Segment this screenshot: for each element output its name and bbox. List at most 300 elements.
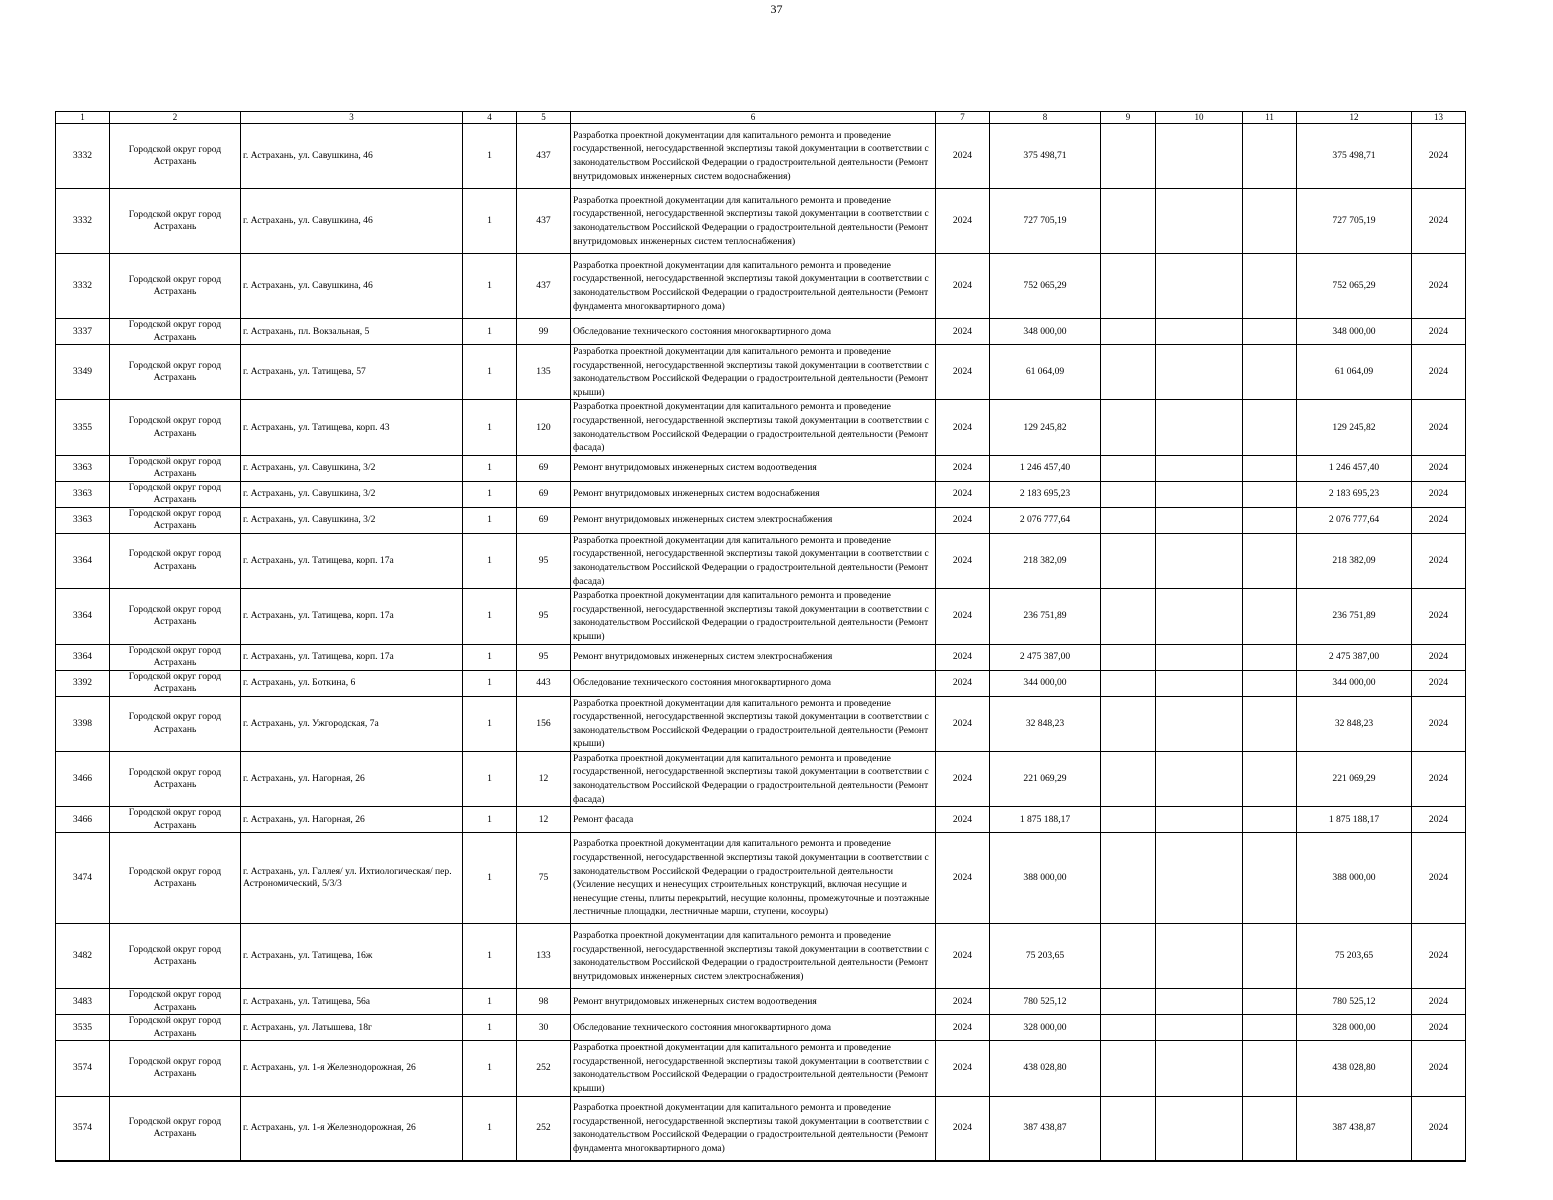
column-header: 7 <box>936 112 990 124</box>
col5-cell: 120 <box>517 400 571 455</box>
address-cell: г. Астрахань, ул. Савушкина, 3/2 <box>241 481 463 507</box>
col4-cell: 1 <box>463 507 517 533</box>
total-cost-cell: 32 848,23 <box>990 696 1101 751</box>
col10-cell <box>1156 481 1243 507</box>
year-cell: 2024 <box>936 533 990 588</box>
address-cell: г. Астрахань, ул. Татищева, корп. 43 <box>241 400 463 455</box>
col11-cell <box>1243 1096 1297 1161</box>
work-type-cell: Ремонт фасада <box>571 807 936 833</box>
row-number-cell: 3363 <box>56 481 110 507</box>
work-type-cell: Разработка проектной документации для капитального ремонта и проведение государственной, негосударственной экспертизы такой документации в соответствии с законодательством Российской Федерации о градостроительной деятельности (Ремонт фасада) <box>571 533 936 588</box>
table-row <box>56 833 1466 924</box>
address-cell: г. Астрахань, ул. Савушкина, 3/2 <box>241 507 463 533</box>
municipality-cell: Городской округ город Астрахань <box>110 751 241 806</box>
col13-year-cell: 2024 <box>1412 751 1466 806</box>
column-header: 1 <box>56 112 110 124</box>
col9-cell <box>1101 807 1156 833</box>
total-cost-cell: 2 183 695,23 <box>990 481 1101 507</box>
row-number-cell: 3349 <box>56 345 110 400</box>
col11-cell <box>1243 124 1297 189</box>
col5-cell: 252 <box>517 1096 571 1161</box>
address-cell: г. Астрахань, ул. Татищева, корп. 17а <box>241 533 463 588</box>
column-header: 6 <box>571 112 936 124</box>
row-number-cell: 3574 <box>56 1041 110 1096</box>
col10-cell <box>1156 533 1243 588</box>
col12-cost-cell: 221 069,29 <box>1297 751 1412 806</box>
row-number-cell: 3474 <box>56 833 110 924</box>
work-type-cell: Обследование технического состояния многоквартирного дома <box>571 670 936 696</box>
municipality-cell: Городской округ город Астрахань <box>110 924 241 989</box>
total-cost-cell: 780 525,12 <box>990 989 1101 1015</box>
col11-cell <box>1243 319 1297 345</box>
col11-cell <box>1243 644 1297 670</box>
table-row <box>56 589 1466 644</box>
col11-cell <box>1243 807 1297 833</box>
col9-cell <box>1101 670 1156 696</box>
work-type-cell: Разработка проектной документации для капитального ремонта и проведение государственной, негосударственной экспертизы такой документации в соответствии с законодательством Российской Федерации о градостроительной деятельности (Ремонт крыши) <box>571 1041 936 1096</box>
row-number-cell: 3332 <box>56 189 110 254</box>
year-cell: 2024 <box>936 644 990 670</box>
work-type-cell: Разработка проектной документации для капитального ремонта и проведение государственной, негосударственной экспертизы такой документации в соответствии с законодательством Российской Федерации о градостроительной деятельности (Ремонт фундамента многоквартирного дома) <box>571 254 936 319</box>
total-cost-cell: 387 438,87 <box>990 1096 1101 1161</box>
col10-cell <box>1156 696 1243 751</box>
col11-cell <box>1243 507 1297 533</box>
col4-cell: 1 <box>463 319 517 345</box>
col11-cell <box>1243 189 1297 254</box>
col4-cell: 1 <box>463 345 517 400</box>
year-cell: 2024 <box>936 455 990 481</box>
col13-year-cell: 2024 <box>1412 1041 1466 1096</box>
work-type-cell: Ремонт внутридомовых инженерных систем электроснабжения <box>571 507 936 533</box>
municipality-cell: Городской округ город Астрахань <box>110 1041 241 1096</box>
col9-cell <box>1101 124 1156 189</box>
year-cell: 2024 <box>936 507 990 533</box>
row-number-cell: 3364 <box>56 533 110 588</box>
table-row <box>56 696 1466 751</box>
col10-cell <box>1156 751 1243 806</box>
municipality-cell: Городской округ город Астрахань <box>110 481 241 507</box>
year-cell: 2024 <box>936 345 990 400</box>
total-cost-cell: 221 069,29 <box>990 751 1101 806</box>
col10-cell <box>1156 507 1243 533</box>
address-cell: г. Астрахань, ул. Савушкина, 46 <box>241 189 463 254</box>
total-cost-cell: 375 498,71 <box>990 124 1101 189</box>
column-header: 12 <box>1297 112 1412 124</box>
col4-cell: 1 <box>463 455 517 481</box>
col11-cell <box>1243 924 1297 989</box>
table-row <box>56 751 1466 806</box>
total-cost-cell: 388 000,00 <box>990 833 1101 924</box>
total-cost-cell: 328 000,00 <box>990 1015 1101 1041</box>
col5-cell: 69 <box>517 507 571 533</box>
col13-year-cell: 2024 <box>1412 455 1466 481</box>
row-number-cell: 3482 <box>56 924 110 989</box>
address-cell: г. Астрахань, ул. Ужгородская, 7а <box>241 696 463 751</box>
col12-cost-cell: 2 183 695,23 <box>1297 481 1412 507</box>
work-type-cell: Разработка проектной документации для капитального ремонта и проведение государственной, негосударственной экспертизы такой документации в соответствии с законодательством Российской Федерации о градостроительной деятельности (Ремонт внутридомовых инженерных систем электроснабжения) <box>571 924 936 989</box>
col11-cell <box>1243 833 1297 924</box>
work-type-cell: Разработка проектной документации для капитального ремонта и проведение государственной, негосударственной экспертизы такой документации в соответствии с законодательством Российской Федерации о градостроительной деятельности (Ремонт фундамента многоквартирного дома) <box>571 1096 936 1161</box>
col13-year-cell: 2024 <box>1412 319 1466 345</box>
col11-cell <box>1243 1041 1297 1096</box>
address-cell: г. Астрахань, ул. Нагорная, 26 <box>241 807 463 833</box>
col5-cell: 443 <box>517 670 571 696</box>
address-cell: г. Астрахань, ул. Татищева, 16ж <box>241 924 463 989</box>
address-cell: г. Астрахань, ул. Татищева, корп. 17а <box>241 589 463 644</box>
col5-cell: 95 <box>517 533 571 588</box>
col12-cost-cell: 780 525,12 <box>1297 989 1412 1015</box>
col13-year-cell: 2024 <box>1412 1096 1466 1161</box>
municipality-cell: Городской округ город Астрахань <box>110 319 241 345</box>
total-cost-cell: 438 028,80 <box>990 1041 1101 1096</box>
col5-cell: 437 <box>517 189 571 254</box>
col4-cell: 1 <box>463 1096 517 1161</box>
col4-cell: 1 <box>463 124 517 189</box>
col13-year-cell: 2024 <box>1412 481 1466 507</box>
total-cost-cell: 129 245,82 <box>990 400 1101 455</box>
total-cost-cell: 2 475 387,00 <box>990 644 1101 670</box>
col5-cell: 99 <box>517 319 571 345</box>
municipality-cell: Городской округ город Астрахань <box>110 696 241 751</box>
column-header: 8 <box>990 112 1101 124</box>
work-type-cell: Обследование технического состояния многоквартирного дома <box>571 319 936 345</box>
row-number-cell: 3332 <box>56 254 110 319</box>
col13-year-cell: 2024 <box>1412 254 1466 319</box>
col4-cell: 1 <box>463 924 517 989</box>
col9-cell <box>1101 696 1156 751</box>
col11-cell <box>1243 696 1297 751</box>
col12-cost-cell: 32 848,23 <box>1297 696 1412 751</box>
table-row <box>56 644 1466 670</box>
year-cell: 2024 <box>936 670 990 696</box>
municipality-cell: Городской округ город Астрахань <box>110 989 241 1015</box>
municipality-cell: Городской округ город Астрахань <box>110 254 241 319</box>
work-type-cell: Ремонт внутридомовых инженерных систем водоотведения <box>571 989 936 1015</box>
year-cell: 2024 <box>936 481 990 507</box>
year-cell: 2024 <box>936 1041 990 1096</box>
col12-cost-cell: 375 498,71 <box>1297 124 1412 189</box>
address-cell: г. Астрахань, ул. Галлея/ ул. Ихтиологическая/ пер. Астрономический, 5/3/3 <box>241 833 463 924</box>
col5-cell: 252 <box>517 1041 571 1096</box>
col9-cell <box>1101 189 1156 254</box>
col5-cell: 133 <box>517 924 571 989</box>
col4-cell: 1 <box>463 481 517 507</box>
table-row <box>56 1096 1466 1161</box>
table-row <box>56 124 1466 189</box>
col5-cell: 69 <box>517 455 571 481</box>
col11-cell <box>1243 1015 1297 1041</box>
col10-cell <box>1156 254 1243 319</box>
municipality-cell: Городской округ город Астрахань <box>110 1015 241 1041</box>
col13-year-cell: 2024 <box>1412 589 1466 644</box>
col4-cell: 1 <box>463 751 517 806</box>
address-cell: г. Астрахань, ул. Боткина, 6 <box>241 670 463 696</box>
col10-cell <box>1156 124 1243 189</box>
col13-year-cell: 2024 <box>1412 124 1466 189</box>
col11-cell <box>1243 400 1297 455</box>
col4-cell: 1 <box>463 644 517 670</box>
col11-cell <box>1243 989 1297 1015</box>
row-number-cell: 3364 <box>56 644 110 670</box>
col9-cell <box>1101 1015 1156 1041</box>
col11-cell <box>1243 455 1297 481</box>
col12-cost-cell: 1 246 457,40 <box>1297 455 1412 481</box>
column-header: 2 <box>110 112 241 124</box>
col13-year-cell: 2024 <box>1412 696 1466 751</box>
col4-cell: 1 <box>463 989 517 1015</box>
col11-cell <box>1243 533 1297 588</box>
col9-cell <box>1101 1096 1156 1161</box>
table-row <box>56 481 1466 507</box>
table-row <box>56 533 1466 588</box>
col13-year-cell: 2024 <box>1412 670 1466 696</box>
address-cell: г. Астрахань, ул. Татищева, 57 <box>241 345 463 400</box>
address-cell: г. Астрахань, ул. 1-я Железнодорожная, 26 <box>241 1096 463 1161</box>
col11-cell <box>1243 751 1297 806</box>
col5-cell: 437 <box>517 124 571 189</box>
col10-cell <box>1156 670 1243 696</box>
col13-year-cell: 2024 <box>1412 400 1466 455</box>
table-row <box>56 1015 1466 1041</box>
total-cost-cell: 61 064,09 <box>990 345 1101 400</box>
work-type-cell: Разработка проектной документации для капитального ремонта и проведение государственной, негосударственной экспертизы такой документации в соответствии с законодательством Российской Федерации о градостроительной деятельности (Ремонт крыши) <box>571 345 936 400</box>
col4-cell: 1 <box>463 833 517 924</box>
work-type-cell: Разработка проектной документации для капитального ремонта и проведение государственной, негосударственной экспертизы такой документации в соответствии с законодательством Российской Федерации о градостроительной деятельности (Ремонт крыши) <box>571 589 936 644</box>
municipality-cell: Городской округ город Астрахань <box>110 833 241 924</box>
total-cost-cell: 1 246 457,40 <box>990 455 1101 481</box>
col13-year-cell: 2024 <box>1412 644 1466 670</box>
col10-cell <box>1156 455 1243 481</box>
row-number-cell: 3466 <box>56 807 110 833</box>
col9-cell <box>1101 455 1156 481</box>
col5-cell: 135 <box>517 345 571 400</box>
year-cell: 2024 <box>936 833 990 924</box>
col9-cell <box>1101 989 1156 1015</box>
col9-cell <box>1101 644 1156 670</box>
col11-cell <box>1243 670 1297 696</box>
municipality-cell: Городской округ город Астрахань <box>110 124 241 189</box>
col9-cell <box>1101 589 1156 644</box>
total-cost-cell: 2 076 777,64 <box>990 507 1101 533</box>
year-cell: 2024 <box>936 807 990 833</box>
total-cost-cell: 344 000,00 <box>990 670 1101 696</box>
total-cost-cell: 752 065,29 <box>990 254 1101 319</box>
col10-cell <box>1156 924 1243 989</box>
table-row <box>56 670 1466 696</box>
total-cost-cell: 348 000,00 <box>990 319 1101 345</box>
col9-cell <box>1101 254 1156 319</box>
address-cell: г. Астрахань, ул. Савушкина, 46 <box>241 254 463 319</box>
table-row <box>56 319 1466 345</box>
column-header: 9 <box>1101 112 1156 124</box>
municipality-cell: Городской округ город Астрахань <box>110 589 241 644</box>
col4-cell: 1 <box>463 254 517 319</box>
col5-cell: 98 <box>517 989 571 1015</box>
col12-cost-cell: 752 065,29 <box>1297 254 1412 319</box>
address-cell: г. Астрахань, пл. Вокзальная, 5 <box>241 319 463 345</box>
col9-cell <box>1101 533 1156 588</box>
col10-cell <box>1156 1096 1243 1161</box>
column-header: 11 <box>1243 112 1297 124</box>
col4-cell: 1 <box>463 670 517 696</box>
address-cell: г. Астрахань, ул. Латышева, 18г <box>241 1015 463 1041</box>
col12-cost-cell: 727 705,19 <box>1297 189 1412 254</box>
col10-cell <box>1156 989 1243 1015</box>
col13-year-cell: 2024 <box>1412 833 1466 924</box>
col9-cell <box>1101 481 1156 507</box>
col11-cell <box>1243 481 1297 507</box>
municipality-cell: Городской округ город Астрахань <box>110 455 241 481</box>
col9-cell <box>1101 319 1156 345</box>
total-cost-cell: 236 751,89 <box>990 589 1101 644</box>
total-cost-cell: 727 705,19 <box>990 189 1101 254</box>
col5-cell: 30 <box>517 1015 571 1041</box>
col11-cell <box>1243 254 1297 319</box>
col12-cost-cell: 236 751,89 <box>1297 589 1412 644</box>
row-number-cell: 3574 <box>56 1096 110 1161</box>
total-cost-cell: 218 382,09 <box>990 533 1101 588</box>
row-number-cell: 3332 <box>56 124 110 189</box>
col12-cost-cell: 2 076 777,64 <box>1297 507 1412 533</box>
year-cell: 2024 <box>936 189 990 254</box>
column-header: 13 <box>1412 112 1466 124</box>
year-cell: 2024 <box>936 924 990 989</box>
col4-cell: 1 <box>463 696 517 751</box>
address-cell: г. Астрахань, ул. Савушкина, 46 <box>241 124 463 189</box>
row-number-cell: 3392 <box>56 670 110 696</box>
col12-cost-cell: 61 064,09 <box>1297 345 1412 400</box>
row-number-cell: 3483 <box>56 989 110 1015</box>
col13-year-cell: 2024 <box>1412 345 1466 400</box>
col13-year-cell: 2024 <box>1412 989 1466 1015</box>
row-number-cell: 3466 <box>56 751 110 806</box>
col4-cell: 1 <box>463 400 517 455</box>
table-row <box>56 455 1466 481</box>
col13-year-cell: 2024 <box>1412 1015 1466 1041</box>
table-row <box>56 189 1466 254</box>
col12-cost-cell: 129 245,82 <box>1297 400 1412 455</box>
col9-cell <box>1101 1041 1156 1096</box>
column-header: 3 <box>241 112 463 124</box>
col13-year-cell: 2024 <box>1412 533 1466 588</box>
col10-cell <box>1156 400 1243 455</box>
row-number-cell: 3398 <box>56 696 110 751</box>
municipality-cell: Городской округ город Астрахань <box>110 507 241 533</box>
col13-year-cell: 2024 <box>1412 189 1466 254</box>
address-cell: г. Астрахань, ул. Татищева, 56а <box>241 989 463 1015</box>
row-number-cell: 3337 <box>56 319 110 345</box>
col10-cell <box>1156 189 1243 254</box>
work-type-cell: Разработка проектной документации для капитального ремонта и проведение государственной, негосударственной экспертизы такой документации в соответствии с законодательством Российской Федерации о градостроительной деятельности (Ремонт внутридомовых инженерных систем теплоснабжения) <box>571 189 936 254</box>
address-cell: г. Астрахань, ул. Савушкина, 3/2 <box>241 455 463 481</box>
municipality-cell: Городской округ город Астрахань <box>110 1096 241 1161</box>
col13-year-cell: 2024 <box>1412 807 1466 833</box>
col5-cell: 95 <box>517 589 571 644</box>
work-type-cell: Разработка проектной документации для капитального ремонта и проведение государственной, негосударственной экспертизы такой документации в соответствии с законодательством Российской Федерации о градостроительной деятельности (Ремонт фасада) <box>571 751 936 806</box>
total-cost-cell: 1 875 188,17 <box>990 807 1101 833</box>
col11-cell <box>1243 345 1297 400</box>
row-number-cell: 3535 <box>56 1015 110 1041</box>
table-row <box>56 400 1466 455</box>
col5-cell: 437 <box>517 254 571 319</box>
col5-cell: 75 <box>517 833 571 924</box>
table-row <box>56 345 1466 400</box>
year-cell: 2024 <box>936 1015 990 1041</box>
col12-cost-cell: 2 475 387,00 <box>1297 644 1412 670</box>
col10-cell <box>1156 319 1243 345</box>
column-header: 10 <box>1156 112 1243 124</box>
col12-cost-cell: 438 028,80 <box>1297 1041 1412 1096</box>
col12-cost-cell: 344 000,00 <box>1297 670 1412 696</box>
col4-cell: 1 <box>463 1041 517 1096</box>
year-cell: 2024 <box>936 124 990 189</box>
work-type-cell: Разработка проектной документации для капитального ремонта и проведение государственной, негосударственной экспертизы такой документации в соответствии с законодательством Российской Федерации о градостроительной деятельности (Ремонт фасада) <box>571 400 936 455</box>
year-cell: 2024 <box>936 696 990 751</box>
table-row <box>56 807 1466 833</box>
col5-cell: 156 <box>517 696 571 751</box>
table-row <box>56 924 1466 989</box>
municipality-cell: Городской округ город Астрахань <box>110 533 241 588</box>
col11-cell <box>1243 589 1297 644</box>
table-row <box>56 989 1466 1015</box>
municipality-cell: Городской округ город Астрахань <box>110 644 241 670</box>
year-cell: 2024 <box>936 989 990 1015</box>
col10-cell <box>1156 644 1243 670</box>
col9-cell <box>1101 400 1156 455</box>
work-type-cell: Ремонт внутридомовых инженерных систем водоснабжения <box>571 481 936 507</box>
col9-cell <box>1101 924 1156 989</box>
col4-cell: 1 <box>463 589 517 644</box>
work-type-cell: Ремонт внутридомовых инженерных систем электроснабжения <box>571 644 936 670</box>
total-cost-cell: 75 203,65 <box>990 924 1101 989</box>
work-type-cell: Ремонт внутридомовых инженерных систем водоотведения <box>571 455 936 481</box>
col12-cost-cell: 388 000,00 <box>1297 833 1412 924</box>
year-cell: 2024 <box>936 751 990 806</box>
register-table <box>55 111 1466 1162</box>
work-type-cell: Обследование технического состояния многоквартирного дома <box>571 1015 936 1041</box>
col12-cost-cell: 75 203,65 <box>1297 924 1412 989</box>
col5-cell: 12 <box>517 751 571 806</box>
col9-cell <box>1101 345 1156 400</box>
col4-cell: 1 <box>463 1015 517 1041</box>
table-row <box>56 507 1466 533</box>
address-cell: г. Астрахань, ул. 1-я Железнодорожная, 26 <box>241 1041 463 1096</box>
col12-cost-cell: 328 000,00 <box>1297 1015 1412 1041</box>
year-cell: 2024 <box>936 1096 990 1161</box>
table-row <box>56 254 1466 319</box>
col4-cell: 1 <box>463 189 517 254</box>
col13-year-cell: 2024 <box>1412 507 1466 533</box>
row-number-cell: 3363 <box>56 507 110 533</box>
col9-cell <box>1101 833 1156 924</box>
col12-cost-cell: 218 382,09 <box>1297 533 1412 588</box>
table-row <box>56 1041 1466 1096</box>
col10-cell <box>1156 345 1243 400</box>
row-number-cell: 3363 <box>56 455 110 481</box>
col9-cell <box>1101 507 1156 533</box>
column-header: 5 <box>517 112 571 124</box>
column-number-row <box>56 112 1466 124</box>
work-type-cell: Разработка проектной документации для капитального ремонта и проведение государственной, негосударственной экспертизы такой документации в соответствии с законодательством Российской Федерации о градостроительной деятельности (Усиление несущих и ненесущих строительных конструкций, включая несущие и ненесущие стены, плиты перекрытий, несущие колонны, промежуточные и поэтажные лестничные площадки, лестничные марши, ступени, косоуры) <box>571 833 936 924</box>
year-cell: 2024 <box>936 589 990 644</box>
municipality-cell: Городской округ город Астрахань <box>110 345 241 400</box>
row-number-cell: 3364 <box>56 589 110 644</box>
year-cell: 2024 <box>936 254 990 319</box>
col4-cell: 1 <box>463 807 517 833</box>
col10-cell <box>1156 1041 1243 1096</box>
col5-cell: 12 <box>517 807 571 833</box>
col5-cell: 95 <box>517 644 571 670</box>
